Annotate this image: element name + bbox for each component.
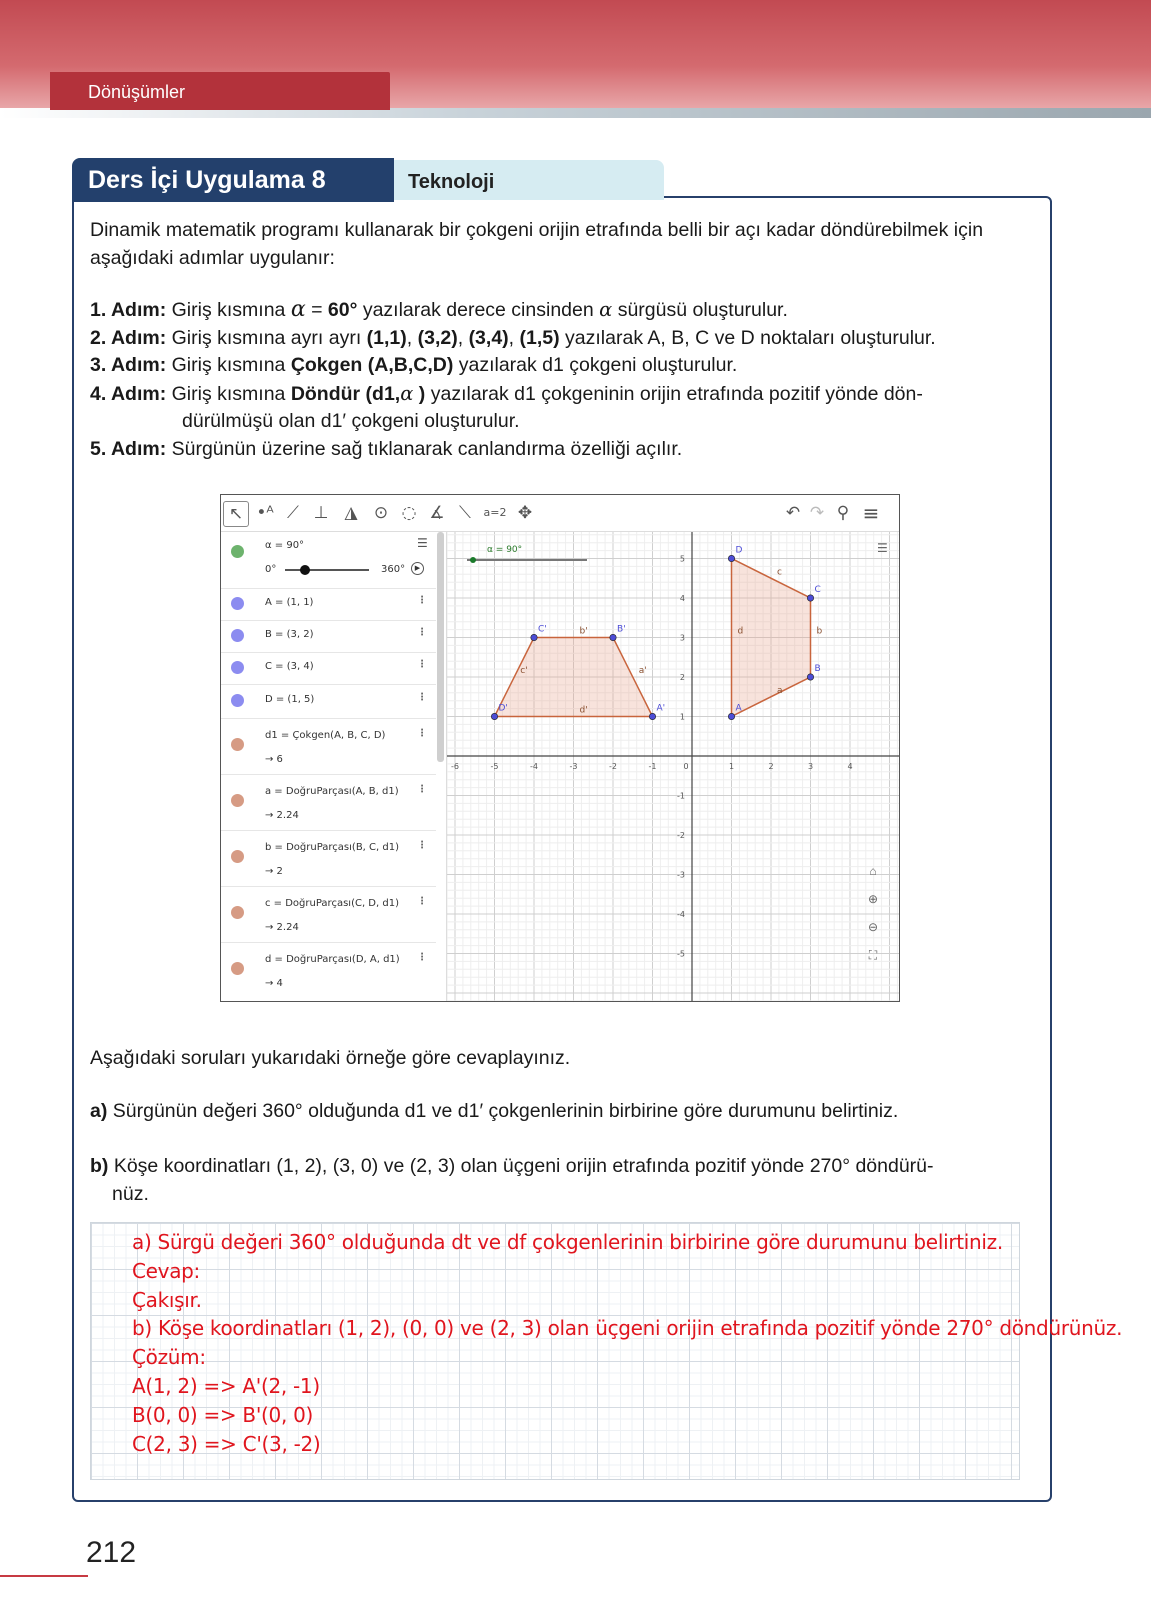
d1-side-label: c	[777, 567, 782, 578]
more-icon[interactable]: ⋮	[417, 728, 427, 739]
alg-text: B = (3, 2)	[265, 629, 314, 640]
step-value: 60°	[327, 299, 358, 321]
alg-text: α = 90°	[265, 540, 305, 551]
move-view-tool-icon[interactable]: ✥	[517, 503, 533, 523]
zoom-in-icon[interactable]: ⊕	[867, 892, 879, 906]
y-tick-label: -4	[677, 910, 685, 919]
equals: =	[305, 299, 328, 321]
visibility-dot[interactable]	[231, 545, 244, 558]
activity-title: Ders İçi Uygulama 8	[72, 158, 394, 202]
y-tick-label: 4	[679, 594, 685, 603]
d1-prime-vertex-label: B'	[617, 624, 626, 635]
algebra-scrollbar[interactable]	[437, 532, 444, 762]
more-icon[interactable]: ⋮	[417, 840, 427, 851]
y-tick-label: -5	[677, 949, 685, 959]
more-icon[interactable]: ⋮	[417, 952, 427, 963]
step-label: 5. Adım:	[90, 437, 167, 460]
alg-row-d1[interactable]	[221, 718, 436, 775]
activity-subtitle: Teknoloji	[394, 160, 664, 200]
move-tool-icon[interactable]: ↖	[223, 501, 249, 527]
fullscreen-icon[interactable]: ⛶	[868, 948, 878, 962]
d1-vertex-label: C	[814, 585, 821, 595]
angle-tool-icon[interactable]: ∡	[429, 503, 445, 523]
d1-vertex	[807, 674, 813, 680]
step-text: yazılarak d1 çokgeninin orijin etrafında pozitif yönde dön-	[425, 382, 923, 405]
x-tick-label: 3	[807, 762, 814, 771]
step-text: Giriş kısmına ayrı ayrı	[166, 326, 367, 349]
alg-row-slider[interactable]	[221, 532, 436, 589]
more-icon[interactable]: ⋮	[417, 659, 427, 670]
d1-vertex	[728, 555, 734, 561]
alg-value: → 2	[265, 866, 283, 877]
answer-line: a) Sürgü değeri 360° olduğunda dt ve df çokgenlerinin birbirine göre durumunu belirtiniz.	[132, 1230, 1003, 1254]
d1-side-label: a	[777, 685, 783, 696]
d1-prime-vertex-label: D'	[498, 703, 508, 714]
redo-icon[interactable]: ↷	[809, 503, 825, 523]
question-text: Sürgünün değeri 360° olduğunda d1 ve d1′ çokgenlerinin birbirine göre durumunu belirtiniz.	[107, 1100, 899, 1122]
intro-text: Dinamik matematik programı kullanarak bir çokgeni orijin etrafında belli bir açı kadar döndürebilmek için aşağıdaki adımlar uygulanır:	[90, 219, 984, 269]
d1-prime-vertex-label: A'	[656, 703, 666, 714]
y-tick-label: 3	[679, 633, 685, 643]
algebra-view	[221, 532, 447, 1002]
step-3	[90, 352, 1050, 380]
visibility-dot[interactable]	[231, 597, 244, 610]
question-a	[90, 1100, 898, 1123]
question-label: a)	[90, 1100, 108, 1122]
visibility-dot[interactable]	[231, 906, 244, 919]
alg-row-C[interactable]	[221, 652, 436, 685]
d1-prime-side-label: d'	[579, 705, 588, 716]
command-close: )	[413, 382, 426, 405]
visibility-dot[interactable]	[231, 850, 244, 863]
step-text: Giriş kısmına	[166, 299, 291, 321]
d1-side-label: d	[737, 626, 744, 637]
geogebra-screenshot	[220, 494, 900, 1002]
ggb-toolbar	[221, 495, 899, 532]
step-4-cont: dürülmüşü olan d1′ çokgeni oluşturulur.	[182, 410, 520, 432]
play-icon[interactable]: ▶	[411, 562, 424, 575]
step-label: 2. Adım:	[90, 326, 167, 349]
question-text: Köşe koordinatları (1, 2), (3, 0) ve (2, 3) olan üçgeni orijin etrafında pozitif yönde 270° döndürü-	[108, 1155, 934, 1177]
answer-line: A(1, 2) => A'(2, -1)	[132, 1373, 320, 1398]
slider-track[interactable]	[285, 569, 369, 571]
reflect-tool-icon[interactable]: ⟍	[459, 503, 471, 523]
step-label: 3. Adım:	[90, 354, 167, 376]
alg-text: d1 = Çokgen(A, B, C, D)	[265, 730, 386, 741]
alg-row-a[interactable]	[221, 774, 436, 831]
d1-vertex-label: B	[814, 664, 821, 674]
d1-vertex-label: D	[735, 545, 743, 556]
graph-slider-knob	[470, 557, 476, 563]
alg-row-A[interactable]	[221, 588, 436, 621]
question-b-line1	[90, 1152, 1030, 1180]
alg-row-b[interactable]	[221, 830, 436, 887]
alg-value: → 2.24	[265, 922, 299, 933]
command-code: Döndür (d1,	[290, 382, 401, 405]
algebra-menu-icon[interactable]: ☰	[417, 536, 428, 550]
d1-prime-vertex-label: C'	[538, 624, 547, 635]
visibility-dot[interactable]	[231, 794, 244, 807]
polygon-tool-icon[interactable]: ◮	[344, 503, 358, 523]
alg-text: a = DoğruParçası(A, B, d1)	[265, 786, 399, 797]
question-b-line2: nüz.	[112, 1183, 149, 1205]
visibility-dot[interactable]	[231, 738, 244, 751]
slider-knob[interactable]	[300, 565, 310, 575]
x-tick-label: -2	[609, 762, 617, 771]
alg-text: D = (1, 5)	[265, 694, 315, 705]
more-icon[interactable]: ⋮	[417, 595, 427, 606]
step-text: Giriş kısmına	[166, 354, 291, 376]
d1-prime-vertex	[531, 634, 537, 640]
x-tick-label: 4	[847, 762, 853, 771]
step-text: yazılarak derece cinsinden	[357, 299, 600, 321]
step-text: yazılarak A, B, C ve D noktaları oluşturulur.	[559, 326, 936, 349]
alpha-symbol: α	[290, 297, 306, 322]
undo-icon[interactable]: ↶	[785, 503, 801, 523]
answer-line: Çakışır.	[132, 1287, 202, 1312]
x-tick-label: -3	[569, 762, 578, 771]
question-b	[90, 1152, 1030, 1208]
alg-value: → 6	[265, 754, 283, 765]
y-tick-label: -3	[677, 870, 685, 880]
slider-tool-icon[interactable]: a=2	[483, 506, 507, 519]
section-title: Dönüşümler	[50, 72, 390, 110]
d1-prime-side-label: c'	[520, 666, 528, 676]
menu-icon[interactable]: ≡	[862, 501, 880, 525]
step-5	[90, 436, 1050, 464]
x-tick-label: 0	[683, 762, 689, 771]
step-text: yazılarak d1 çokgeni oluşturulur.	[453, 354, 738, 376]
slider-max: 360°	[381, 564, 406, 575]
y-tick-label: 5	[679, 554, 685, 564]
point-tool-icon[interactable]: •ᴬ	[256, 503, 274, 523]
point-code: (1,1)	[366, 326, 407, 349]
alg-row-d[interactable]	[221, 942, 436, 998]
d1-prime-vertex	[491, 713, 497, 719]
d1-prime-side-label: a'	[638, 666, 647, 676]
circle-tool-icon[interactable]: ⊙	[373, 503, 389, 523]
answer-line: Cevap:	[132, 1258, 200, 1283]
answer-line: b) Köşe koordinatları (1, 2), (0, 0) ve (2, 3) olan üçgeni orijin etrafında pozitif yönde 270° döndürünüz.	[132, 1316, 1123, 1341]
d1-vertex-label: A	[735, 703, 742, 714]
search-icon[interactable]: ⚲	[836, 503, 850, 523]
answer-line: C(2, 3) => C'(3, -2)	[132, 1431, 321, 1456]
alg-text: d = DoğruParçası(D, A, d1)	[265, 954, 400, 965]
d1-prime-vertex	[610, 634, 616, 640]
x-tick-label: 2	[768, 762, 774, 771]
visibility-dot[interactable]	[231, 694, 244, 707]
graph-svg[interactable]	[447, 532, 899, 1002]
questions-intro: Aşağıdaki soruları yukarıdaki örneğe göre cevaplayınız.	[90, 1047, 571, 1069]
x-tick-label: -4	[530, 762, 538, 771]
more-icon[interactable]: ⋮	[417, 784, 427, 795]
alpha-symbol: α	[599, 298, 613, 321]
step-label: 4. Adım:	[90, 382, 167, 405]
slider-min: 0°	[265, 564, 277, 575]
d1-vertex	[728, 713, 734, 719]
home-icon[interactable]: ⌂	[869, 864, 877, 878]
alg-value: → 2.24	[265, 810, 299, 821]
x-tick-label: 1	[728, 762, 735, 771]
y-tick-label: -1	[677, 791, 685, 801]
answer-text	[132, 1228, 1122, 1458]
line-tool-icon[interactable]: ⟋	[287, 503, 299, 523]
point-code: (3,4)	[468, 326, 509, 349]
step-text: Sürgünün üzerine sağ tıklanarak canlandırma özelliği açılır.	[166, 437, 683, 460]
alg-row-c[interactable]	[221, 886, 436, 943]
question-label: b)	[90, 1155, 109, 1177]
more-icon[interactable]: ⋮	[417, 896, 427, 907]
answer-line: Çözüm:	[132, 1345, 206, 1370]
point-code: (3,2)	[417, 326, 458, 349]
answer-line: B(0, 0) => B'(0, 0)	[132, 1402, 314, 1427]
perpendicular-tool-icon[interactable]: ⊥	[313, 503, 329, 523]
alg-value: → 4	[265, 978, 283, 989]
graph-slider-label: α = 90°	[487, 545, 523, 555]
step-text: sürgüsü oluşturulur.	[612, 299, 788, 321]
x-tick-label: -1	[648, 762, 657, 771]
visibility-dot[interactable]	[231, 629, 244, 642]
visibility-dot[interactable]	[231, 962, 244, 975]
graphics-view[interactable]	[447, 532, 899, 1002]
alg-text: C = (3, 4)	[265, 661, 314, 672]
step-1	[90, 296, 1050, 325]
page-number: 212	[86, 1536, 137, 1569]
x-tick-label: -6	[451, 762, 459, 771]
d1-vertex	[807, 595, 813, 601]
circle-3pt-tool-icon[interactable]: ◌	[401, 503, 417, 523]
more-icon[interactable]: ⋮	[417, 692, 427, 703]
page-number-rule	[0, 1575, 88, 1577]
d1-prime-side-label: b'	[579, 626, 588, 637]
zoom-out-icon[interactable]: ⊖	[867, 920, 879, 934]
y-tick-label: -2	[677, 831, 685, 840]
alpha-symbol: α	[400, 381, 414, 405]
x-tick-label: -5	[490, 762, 499, 771]
more-icon[interactable]: ⋮	[417, 627, 427, 638]
y-tick-label: 1	[679, 712, 685, 722]
visibility-dot[interactable]	[231, 661, 244, 674]
alg-text: b = DoğruParçası(B, C, d1)	[265, 842, 399, 853]
step-4	[90, 380, 1050, 409]
alg-text: c = DoğruParçası(C, D, d1)	[265, 898, 399, 909]
step-text: Giriş kısmına	[166, 382, 291, 405]
command-code: Çokgen (A,B,C,D)	[290, 354, 454, 376]
step-label: 1. Adım:	[90, 299, 167, 321]
point-code: (1,5)	[519, 326, 560, 349]
d1-side-label: b	[816, 626, 823, 637]
graphics-menu-icon: ☰	[877, 541, 888, 555]
y-tick-label: 2	[679, 673, 685, 682]
steps-list	[90, 296, 1050, 463]
d1-prime-vertex	[649, 713, 655, 719]
alg-text: A = (1, 1)	[265, 597, 314, 608]
alg-row-D[interactable]	[221, 684, 436, 719]
step-2: 2. Adım: Giriş kısmına ayrı ayrı (1,1), (3,2), (3,4), (1,5) yazılarak A, B, C ve D noktaları oluşturulur.	[90, 326, 936, 349]
alg-row-B[interactable]	[221, 620, 436, 653]
